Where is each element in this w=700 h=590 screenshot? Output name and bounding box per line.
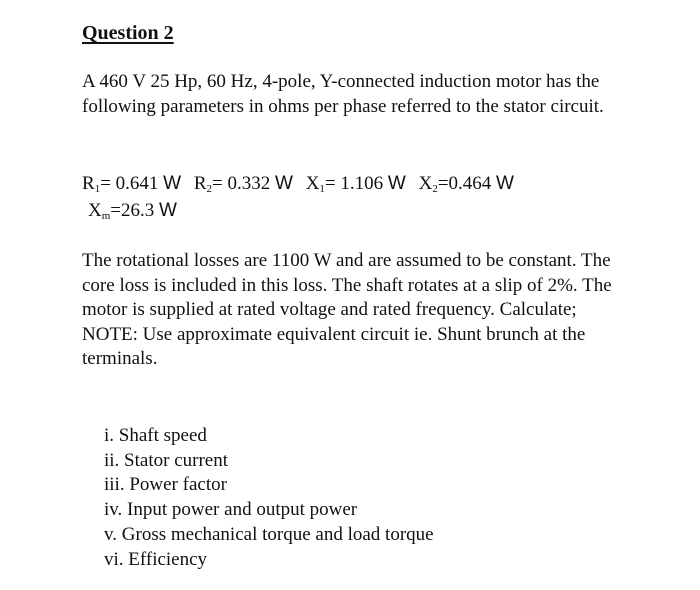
param-x2-value: =0.464 [437,173,492,194]
list-item: vi. Efficiency [104,548,208,570]
param-r2-symbol: R [193,173,207,194]
param-r2-value: = 0.332 [212,173,271,194]
problem-intro: A 460 V 25 Hp, 60 Hz, 4-pole, Y-connected induction motor has the following parameters in ohms per phase referred to the stator circuit. [82,71,604,117]
list-item: v. Gross mechanical torque and load torque [104,523,434,545]
param-xm-subscript: m [101,210,111,222]
param-xm [88,200,177,221]
parameters-line-2 [82,197,522,224]
problem-body [82,249,642,372]
list-item: iii. Power factor [104,474,227,496]
param-x1-unit: W [387,173,406,194]
param-x2 [419,173,514,194]
param-xm-symbol: X [88,200,102,221]
list-item: i. Shaft speed [104,425,207,446]
problem-note: NOTE: Use approximate equivalent circuit ie. Shunt brunch at the terminals. [82,323,586,369]
problem-paragraph: The rotational losses are 1100 W and are assumed to be constant. The core loss is included in this loss. The shaft rotates at a slip of 2%. The motor is supplied at rated voltage and rated frequency. Calculate; [82,250,612,320]
param-x2-subscript: 2 [432,183,438,195]
param-x1-value: = 1.106 [324,173,384,194]
list-item: iv. Input power and output power [104,499,358,521]
param-xm-unit: W [159,200,177,221]
param-r1-unit: W [163,173,182,194]
param-x2-unit: W [496,173,514,194]
param-x1-subscript: 1 [319,183,325,195]
param-r2 [194,173,293,194]
parameters-block [82,170,522,224]
param-r1-symbol: R [82,173,95,194]
param-xm-value: =26.3 [110,200,155,221]
question-title: Question 2 [82,22,174,44]
param-r1-subscript: 1 [94,183,101,195]
param-r2-unit: W [275,173,293,194]
param-x2-symbol: X [418,173,433,194]
param-x1-symbol: X [305,173,320,194]
parameters-line-1 [82,170,522,197]
param-r2-subscript: 2 [206,183,213,195]
param-r1 [82,173,181,194]
param-r1-value: = 0.641 [100,173,159,194]
calculation-list [104,424,434,572]
list-item: ii. Stator current [104,449,228,471]
param-x1 [306,173,406,194]
